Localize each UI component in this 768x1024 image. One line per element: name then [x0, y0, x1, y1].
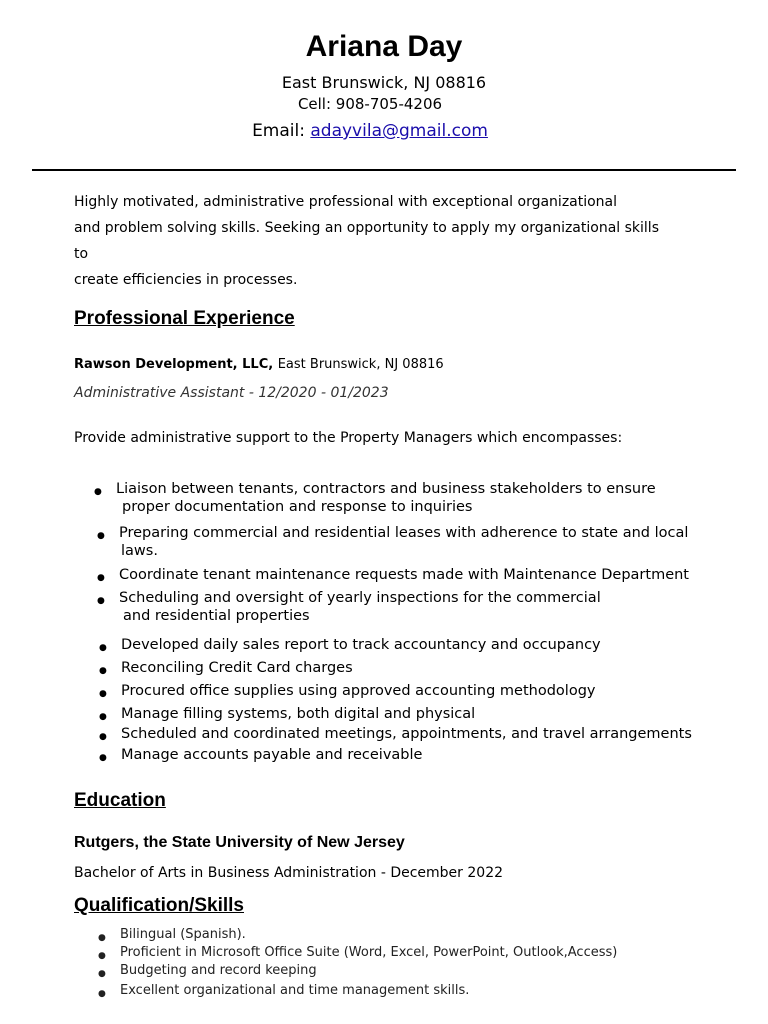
list-item: ● Developed daily sales report to track accountancy and occupancy [121, 636, 601, 654]
summary-line: create efficiencies in processes. [74, 272, 298, 288]
list-item: ● Scheduled and coordinated meetings, appointments, and travel arrangements [121, 725, 692, 743]
list-item: ● Reconciling Credit Card charges [121, 659, 353, 677]
company-name: Rawson Development, LLC, [74, 357, 274, 372]
address: East Brunswick, NJ 08816 [281, 73, 487, 92]
list-item: ● Manage accounts payable and receivable [121, 746, 422, 764]
company [74, 357, 444, 372]
divider [32, 169, 736, 171]
job-intro: Provide administrative support to the Property Managers which encompasses: [74, 430, 623, 446]
education-heading: Education [74, 790, 166, 811]
email-link[interactable]: adayvila@gmail.com [310, 121, 488, 141]
job-title: Administrative Assistant - 12/2020 - 01/2023 [74, 385, 389, 401]
list-item: ● Coordinate tenant maintenance requests made with Maintenance Department [119, 566, 689, 584]
list-item: ● Preparing commercial and residential leases with adherence to state and local laws. [119, 524, 688, 560]
list-item: ● Procured office supplies using approved accounting methodology [121, 682, 595, 700]
list-item: ● Manage filling systems, both digital and physical [121, 705, 475, 723]
list-item: ● Excellent organizational and time management skills. [120, 982, 469, 1000]
phone: Cell: 908-705-4206 [297, 95, 443, 113]
list-item: ● Budgeting and record keeping [120, 962, 317, 980]
list-item: ● Proficient in Microsoft Office Suite (Word, Excel, PowerPoint, Outlook,Access) [120, 944, 617, 962]
degree: Bachelor of Arts in Business Administration - December 2022 [74, 865, 504, 881]
company-location: East Brunswick, NJ 08816 [277, 357, 444, 372]
list-item: ● Scheduling and oversight of yearly inspections for the commercial and residential properties [119, 589, 601, 625]
summary-line: to [74, 246, 89, 262]
skills-heading: Qualification/Skills [74, 895, 244, 916]
list-item: ● Liaison between tenants, contractors and business stakeholders to ensure proper documentation and response to inquiries [116, 480, 656, 516]
summary-line: and problem solving skills. Seeking an opportunity to apply my organizational skills [74, 220, 659, 236]
summary-line: Highly motivated, administrative professional with exceptional organizational [74, 194, 618, 210]
email-line [0, 121, 740, 141]
experience-heading: Professional Experience [74, 308, 295, 329]
school-name: Rutgers, the State University of New Jersey [74, 834, 405, 851]
list-item: ● Bilingual (Spanish). [120, 926, 246, 944]
summary [74, 189, 694, 293]
candidate-name: Ariana Day [305, 30, 463, 63]
email-label: Email: [252, 121, 305, 141]
